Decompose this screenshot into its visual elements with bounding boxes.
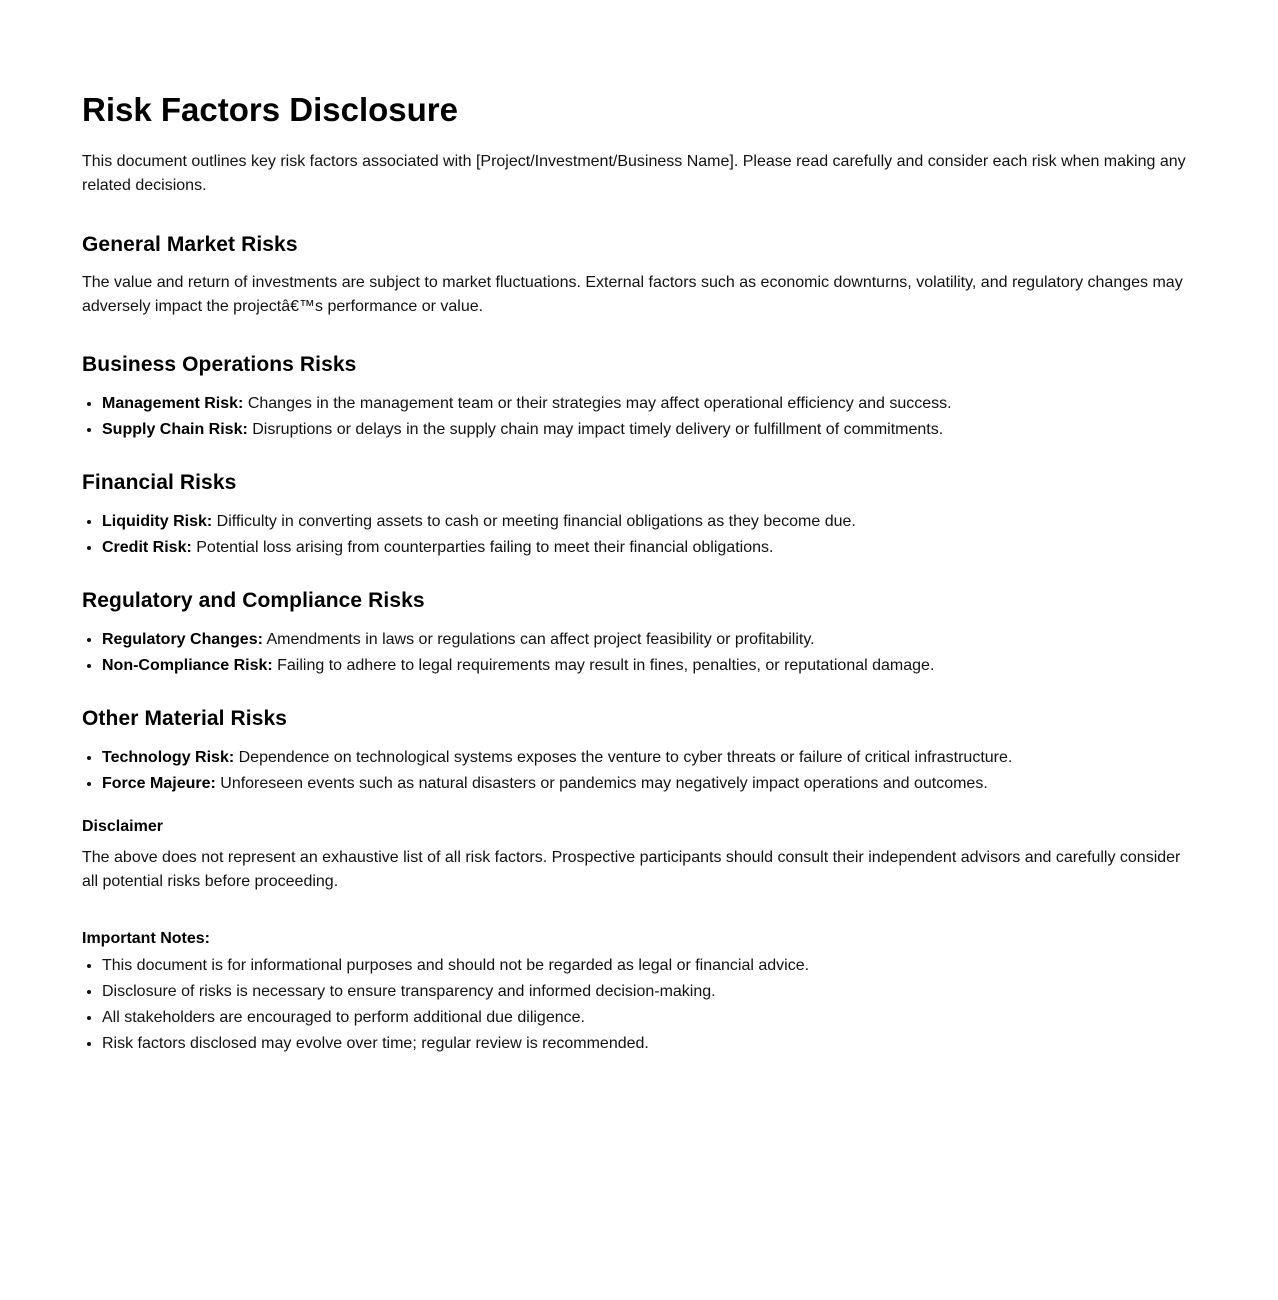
section-heading-general-market-risks: General Market Risks xyxy=(82,233,298,256)
risk-term: Non-Compliance Risk: xyxy=(102,657,273,674)
risk-description: Unforeseen events such as natural disasters or pandemics may negatively impact operations and outcomes. xyxy=(215,775,988,792)
general-market-risks-paragraph: The value and return of investments are subject to market fluctuations. External factors such as economic downturns, volatility, and regulatory changes may adversely impact the projectâ€™s performance or value. xyxy=(82,274,1183,315)
disclaimer-paragraph: The above does not represent an exhaustive list of all risk factors. Prospective participants should consult their independent advisors and carefully consider all potential risks before proceeding. xyxy=(82,849,1181,890)
list-item xyxy=(102,653,1196,679)
list-item xyxy=(102,745,1196,771)
risk-description: Potential loss arising from counterparties failing to meet their financial obligations. xyxy=(191,539,774,556)
list-item xyxy=(102,627,1196,653)
risk-description: Difficulty in converting assets to cash or meeting financial obligations as they become due. xyxy=(212,513,856,530)
risk-term: Credit Risk: xyxy=(102,539,192,556)
business-operations-risks-list xyxy=(82,391,1196,443)
risk-term: Supply Chain Risk: xyxy=(102,421,248,438)
list-item xyxy=(102,391,1196,417)
risk-description: Failing to adhere to legal requirements may result in fines, penalties, or reputational damage. xyxy=(272,657,935,674)
list-item: • Risk factors disclosed may evolve over time; regular review is recommended. xyxy=(102,1031,1196,1057)
section-heading-regulatory-compliance-risks: Regulatory and Compliance Risks xyxy=(82,589,425,612)
list-item xyxy=(102,535,1196,561)
risk-term: Regulatory Changes: xyxy=(102,631,263,648)
important-notes-list xyxy=(82,953,1196,1057)
list-item: • All stakeholders are encouraged to perform additional due diligence. xyxy=(102,1005,1196,1031)
list-item: • This document is for informational purposes and should not be regarded as legal or financial advice. xyxy=(102,953,1196,979)
risk-description: Dependence on technological systems exposes the venture to cyber threats or failure of critical infrastructure. xyxy=(234,749,1013,766)
disclaimer-heading: Disclaimer xyxy=(82,818,163,835)
risk-term: Liquidity Risk: xyxy=(102,513,213,530)
list-item xyxy=(102,417,1196,443)
regulatory-compliance-risks-list xyxy=(82,627,1196,679)
risk-description: Changes in the management team or their strategies may affect operational efficiency and success. xyxy=(243,395,952,412)
section-heading-other-material-risks: Other Material Risks xyxy=(82,707,288,730)
financial-risks-list xyxy=(82,509,1196,561)
list-item xyxy=(102,509,1196,535)
important-notes-heading: Important Notes: xyxy=(82,930,210,947)
risk-description: Disruptions or delays in the supply chain may impact timely delivery or fulfillment of commitments. xyxy=(247,421,944,438)
risk-term: Force Majeure: xyxy=(102,775,216,792)
list-item xyxy=(102,771,1196,797)
risk-description: Amendments in laws or regulations can affect project feasibility or profitability. xyxy=(262,631,815,648)
page-title: Risk Factors Disclosure xyxy=(82,91,458,128)
list-item: • Disclosure of risks is necessary to ensure transparency and informed decision-making. xyxy=(102,979,1196,1005)
other-material-risks-list xyxy=(82,745,1196,797)
risk-term: Management Risk: xyxy=(102,395,244,412)
intro-paragraph: This document outlines key risk factors associated with [Project/Investment/Business Name]. Please read carefully and consider each risk when making any related decisions. xyxy=(82,153,1186,194)
section-heading-business-operations-risks: Business Operations Risks xyxy=(82,353,357,376)
section-heading-financial-risks: Financial Risks xyxy=(82,471,237,494)
risk-term: Technology Risk: xyxy=(102,749,235,766)
